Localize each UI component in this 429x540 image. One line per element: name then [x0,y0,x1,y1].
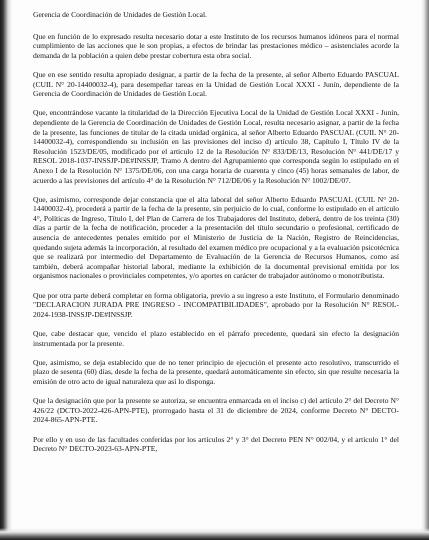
paragraph-sesenta-dias: Que, asimismo, se deja establecido que de no tener principio de ejecución el presente acto resolutivo, transcurrido el plazo de sesenta (60) días, desde la fecha de la presente, quedará automáticamente sin efecto, sin que resulte necesaria la emisión de otro acto de igual naturaleza que así lo disponga. [33,357,399,386]
paragraph-designacion: Que en ese sentido resulta apropiado designar, a partir de la fecha de la presente, al señor Alberto Eduardo PASCUAL (CUIL N° 20-14400032-4), para desempeñar tareas en la Unidad de Gestión Local XXXI - Junín, dependiente de la Gerencia de Coordinación de Unidades de Gestión Local. [33,69,399,99]
document-body [33,10,399,463]
page-bottom-shadow [0,528,429,540]
paragraph-por-ello: Por ello y en uso de las facultades conferidas por los artículos 2° y 3° del Decreto PEN N° 002/04, y el artículo 1° del Decreto N° DECTO-2023-63-APN-PTE, [33,434,399,454]
paragraph-decreto-426: Que la designación que por la presente se autoriza, se encuentra enmarcada en el inciso c) del artículo 2° del Decreto N° 426/22 (DCTO-2022-426-APN-PTE), prorrogado hasta el 31 de diciembre de 2024, conforme Decreto N° DECTO-2024-865-APN-PTE. [33,396,399,425]
page-right-shadow [421,0,429,540]
paragraph-funciones-titular: Que, encontrándose vacante la titularidad de la Dirección Ejecutiva Local de la Unidad de Gestión Local XXXI - Junín, dependiente de la Gerencia de Coordinación de Unidades de Gestión Local, resulta necesario asignar, a partir de la fecha de la presente, las funciones de titular de la citada unidad orgánica, al señor Alberto Eduardo PASCUAL (CUIL N° 20-14400032-4), correspondiendo su inclusión en las previsiones del inciso d) artículo 38, Capítulo I, Título IV de la Resolución 1523/DE/05, modificado por el artículo 12 de la Resolución N° 833/DE/13, Resolución N° 441/DE/17 y RESOL 2018-1037-INSSJP-DE#INSSJP, Tramo A dentro del Agrupamiento que corresponda según lo estipulado en el Anexo I de la Resolución N° 1375/DE/06, con una carga horaria de cuarenta y cinco (45) horas semanales de labor, de acuerdo a las previsiones del artículo 4° de la Resolución N° 712/DE/06 y la Resolución N° 1002/DE/07. [33,108,399,185]
paragraph-vencimiento-plazo: Que, cabe destacar que, vencido el plazo establecido en el párrafo precedente, quedará sin efecto la designación instrumentada por la presente. [33,329,399,348]
paragraph-heading-continuation: Gerencia de Coordinación de Unidades de Gestión Local. [33,10,207,19]
paragraph-alta-laboral: Que, asimismo, corresponde dejar constancia que el alta laboral del señor Alberto Eduardo PASCUAL (CUIL N° 20-14400032-4), procederá a partir de la fecha de la presente, sin perjuicio de lo cual, conforme lo estipulado en el artículo 4°, Políticas de Ingreso, Título I, del Plan de Carrera de los Trabajadores del Instituto, deberá, dentro de los treinta (30) días a partir de la fecha de notificación, proceder a la presentación del título secundario o profesional, certificado de ausencia de antecedentes penales emitido por el Ministerio de Justicia de la Nación, Registro de Reincidencias, quedando sujeta además la incorporación, al resultado del examen médico pre ocupacional y a la evaluación psicotécnica que se realizará por intermedio del Departamento de Evaluación de la Gerencia de Recursos Humanos, como así también, deberá acompañar historial laboral, mediante la exhibición de la documental previsional emitida por los organismos nacionales o provinciales competentes, y/o aportes en carácter de trabajador autónomo o monotributista. [33,194,399,281]
paragraph-declaracion-jurada: Que por otra parte deberá completar en forma obligatoria, previo a su ingreso a este Instituto, el Formulario denominado "DECLARACION JURADA PRE INGRESO - INCOMPATIBILIDADES", aprobado por la Resolución N° RESOL-2024-1938-INSSJP-DE#INSSJP. [33,290,399,319]
page-left-shadow [0,0,12,540]
paragraph-recursos-humanos: Que en función de lo expresado resulta necesario dotar a este Instituto de los recursos humanos idóneos para el normal cumplimiento de las acciones que le son propias, a efectos de brindar las prestaciones médico – asistenciales acorde la demanda de la población a quien debe prestar cobertura esta obra social. [33,31,399,60]
